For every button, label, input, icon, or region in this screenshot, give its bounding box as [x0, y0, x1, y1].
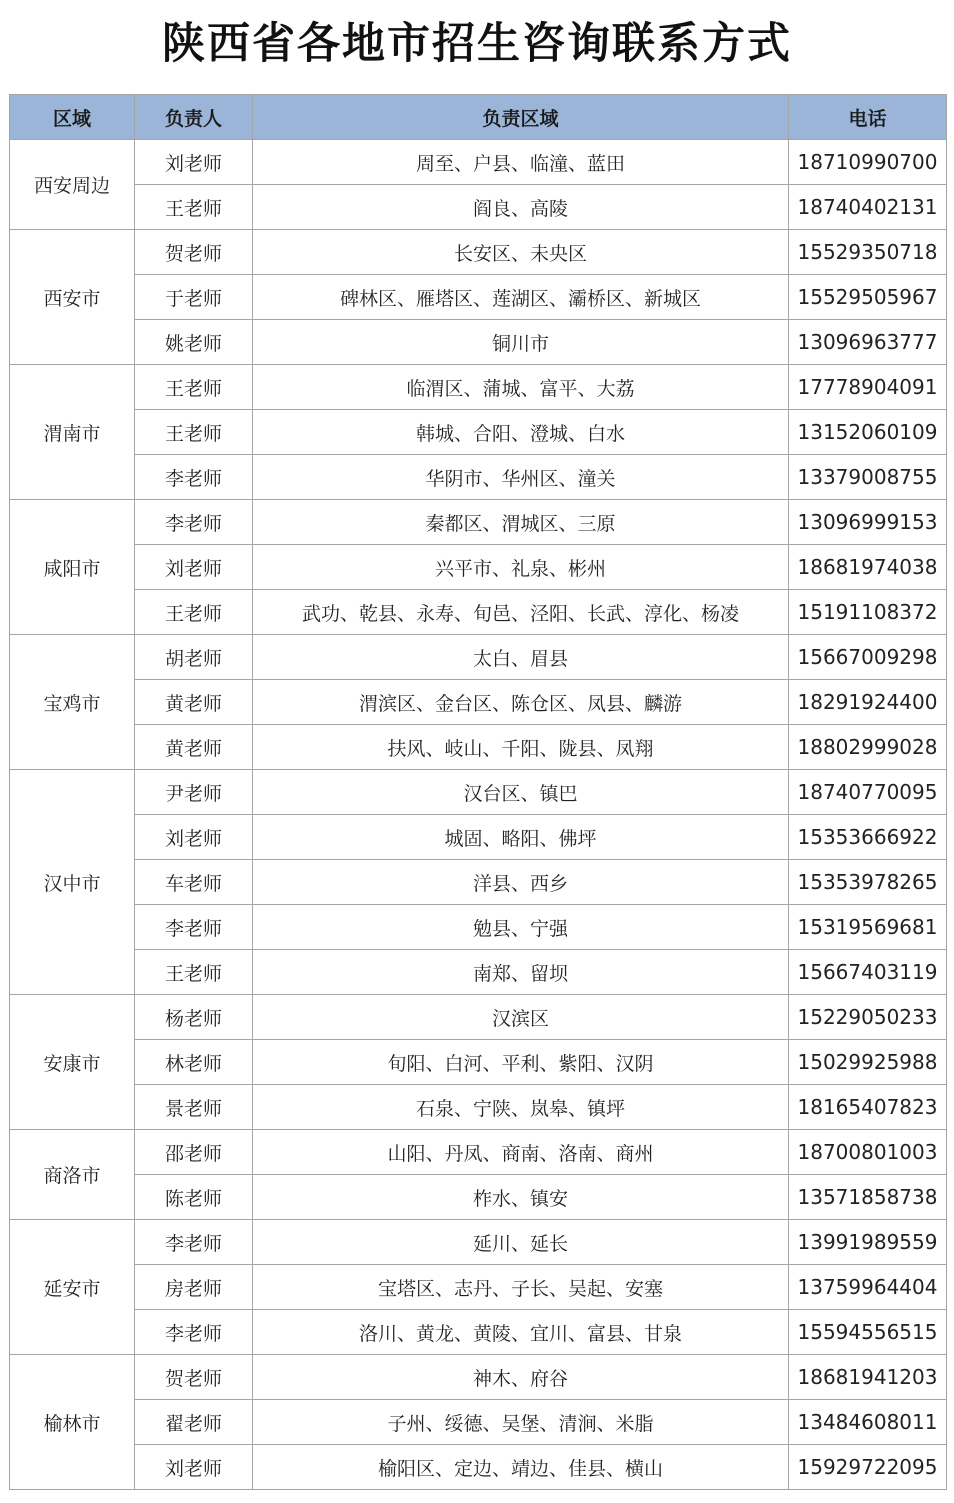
column-header-region: 区域	[10, 95, 135, 140]
person-cell: 李老师	[135, 1310, 253, 1355]
table-row	[10, 365, 947, 410]
table-row	[10, 905, 947, 950]
phone-cell: 18681974038	[789, 545, 947, 590]
phone-cell: 13991989559	[789, 1220, 947, 1265]
person-cell: 王老师	[135, 410, 253, 455]
person-cell: 于老师	[135, 275, 253, 320]
page-title: 陕西省各地市招生咨询联系方式	[162, 19, 792, 69]
person-cell: 刘老师	[135, 545, 253, 590]
person-cell: 杨老师	[135, 995, 253, 1040]
person-cell: 黄老师	[135, 680, 253, 725]
areas-cell: 南郑、留坝	[253, 950, 789, 995]
areas-cell: 勉县、宁强	[253, 905, 789, 950]
table-row	[10, 455, 947, 500]
areas-cell: 临渭区、蒲城、富平、大荔	[253, 365, 789, 410]
table-row	[10, 1130, 947, 1175]
phone-cell: 18681941203	[789, 1355, 947, 1400]
phone-cell: 18740770095	[789, 770, 947, 815]
phone-cell: 13152060109	[789, 410, 947, 455]
areas-cell: 洋县、西乡	[253, 860, 789, 905]
phone-cell: 18710990700	[789, 140, 947, 185]
person-cell: 房老师	[135, 1265, 253, 1310]
person-cell: 李老师	[135, 905, 253, 950]
table-row	[10, 230, 947, 275]
table-row	[10, 140, 947, 185]
person-cell: 姚老师	[135, 320, 253, 365]
table-row	[10, 995, 947, 1040]
phone-cell: 15929722095	[789, 1445, 947, 1490]
person-cell: 刘老师	[135, 1445, 253, 1490]
column-header-phone: 电话	[789, 95, 947, 140]
areas-cell: 旬阳、白河、平利、紫阳、汉阴	[253, 1040, 789, 1085]
table-row	[10, 275, 947, 320]
phone-cell: 15353978265	[789, 860, 947, 905]
phone-cell: 13096963777	[789, 320, 947, 365]
phone-cell: 18802999028	[789, 725, 947, 770]
areas-cell: 洛川、黄龙、黄陵、宜川、富县、甘泉	[253, 1310, 789, 1355]
table-row	[10, 815, 947, 860]
table-row	[10, 1355, 947, 1400]
areas-cell: 太白、眉县	[253, 635, 789, 680]
table-row	[10, 185, 947, 230]
phone-cell: 18700801003	[789, 1130, 947, 1175]
phone-cell: 15229050233	[789, 995, 947, 1040]
person-cell: 林老师	[135, 1040, 253, 1085]
table-row	[10, 545, 947, 590]
table-row	[10, 1400, 947, 1445]
person-cell: 邵老师	[135, 1130, 253, 1175]
areas-cell: 汉台区、镇巴	[253, 770, 789, 815]
phone-cell: 15667009298	[789, 635, 947, 680]
table-row	[10, 950, 947, 995]
person-cell: 刘老师	[135, 815, 253, 860]
person-cell: 王老师	[135, 185, 253, 230]
person-cell: 王老师	[135, 590, 253, 635]
areas-cell: 兴平市、礼泉、彬州	[253, 545, 789, 590]
region-cell: 渭南市	[10, 365, 135, 500]
table-row	[10, 635, 947, 680]
region-cell: 安康市	[10, 995, 135, 1130]
region-cell: 咸阳市	[10, 500, 135, 635]
table-row	[10, 590, 947, 635]
person-cell: 李老师	[135, 1220, 253, 1265]
person-cell: 胡老师	[135, 635, 253, 680]
phone-cell: 15529505967	[789, 275, 947, 320]
table-row	[10, 1445, 947, 1490]
person-cell: 王老师	[135, 950, 253, 995]
areas-cell: 铜川市	[253, 320, 789, 365]
areas-cell: 子州、绥德、吴堡、清涧、米脂	[253, 1400, 789, 1445]
areas-cell: 周至、户县、临潼、蓝田	[253, 140, 789, 185]
phone-cell: 15594556515	[789, 1310, 947, 1355]
phone-cell: 18740402131	[789, 185, 947, 230]
phone-cell: 13096999153	[789, 500, 947, 545]
phone-cell: 15191108372	[789, 590, 947, 635]
table-row	[10, 320, 947, 365]
table-row	[10, 1175, 947, 1220]
areas-cell: 延川、延长	[253, 1220, 789, 1265]
areas-cell: 武功、乾县、永寿、旬邑、泾阳、长武、淳化、杨凌	[253, 590, 789, 635]
person-cell: 贺老师	[135, 1355, 253, 1400]
table-row	[10, 410, 947, 455]
table-row	[10, 1220, 947, 1265]
phone-cell: 15667403119	[789, 950, 947, 995]
areas-cell: 汉滨区	[253, 995, 789, 1040]
column-header-person: 负责人	[135, 95, 253, 140]
table-row	[10, 1085, 947, 1130]
areas-cell: 长安区、未央区	[253, 230, 789, 275]
areas-cell: 柞水、镇安	[253, 1175, 789, 1220]
phone-cell: 15319569681	[789, 905, 947, 950]
table-row	[10, 1040, 947, 1085]
region-cell: 延安市	[10, 1220, 135, 1355]
table-body	[10, 140, 947, 1490]
person-cell: 车老师	[135, 860, 253, 905]
phone-cell: 18291924400	[789, 680, 947, 725]
areas-cell: 碑林区、雁塔区、莲湖区、灞桥区、新城区	[253, 275, 789, 320]
table-row	[10, 1310, 947, 1355]
phone-cell: 15529350718	[789, 230, 947, 275]
table-row	[10, 1265, 947, 1310]
person-cell: 王老师	[135, 365, 253, 410]
table-row	[10, 860, 947, 905]
phone-cell: 18165407823	[789, 1085, 947, 1130]
areas-cell: 榆阳区、定边、靖边、佳县、横山	[253, 1445, 789, 1490]
person-cell: 李老师	[135, 455, 253, 500]
areas-cell: 扶风、岐山、千阳、陇县、凤翔	[253, 725, 789, 770]
contact-table	[9, 94, 947, 1490]
table-row	[10, 500, 947, 545]
person-cell: 李老师	[135, 500, 253, 545]
areas-cell: 石泉、宁陕、岚皋、镇坪	[253, 1085, 789, 1130]
person-cell: 尹老师	[135, 770, 253, 815]
phone-cell: 15029925988	[789, 1040, 947, 1085]
table-row	[10, 725, 947, 770]
areas-cell: 山阳、丹凤、商南、洛南、商州	[253, 1130, 789, 1175]
areas-cell: 神木、府谷	[253, 1355, 789, 1400]
table-row	[10, 770, 947, 815]
areas-cell: 华阴市、华州区、潼关	[253, 455, 789, 500]
phone-cell: 13759964404	[789, 1265, 947, 1310]
person-cell: 贺老师	[135, 230, 253, 275]
person-cell: 刘老师	[135, 140, 253, 185]
phone-cell: 17778904091	[789, 365, 947, 410]
region-cell: 宝鸡市	[10, 635, 135, 770]
person-cell: 景老师	[135, 1085, 253, 1130]
region-cell: 汉中市	[10, 770, 135, 995]
region-cell: 西安周边	[10, 140, 135, 230]
phone-cell: 13379008755	[789, 455, 947, 500]
areas-cell: 渭滨区、金台区、陈仓区、凤县、麟游	[253, 680, 789, 725]
areas-cell: 阎良、高陵	[253, 185, 789, 230]
areas-cell: 秦都区、渭城区、三原	[253, 500, 789, 545]
areas-cell: 韩城、合阳、澄城、白水	[253, 410, 789, 455]
phone-cell: 13571858738	[789, 1175, 947, 1220]
areas-cell: 宝塔区、志丹、子长、吴起、安塞	[253, 1265, 789, 1310]
phone-cell: 15353666922	[789, 815, 947, 860]
region-cell: 商洛市	[10, 1130, 135, 1220]
person-cell: 翟老师	[135, 1400, 253, 1445]
phone-cell: 13484608011	[789, 1400, 947, 1445]
table-header-row	[10, 95, 947, 140]
table-row	[10, 680, 947, 725]
person-cell: 黄老师	[135, 725, 253, 770]
region-cell: 榆林市	[10, 1355, 135, 1490]
person-cell: 陈老师	[135, 1175, 253, 1220]
column-header-areas: 负责区域	[253, 95, 789, 140]
areas-cell: 城固、略阳、佛坪	[253, 815, 789, 860]
region-cell: 西安市	[10, 230, 135, 365]
